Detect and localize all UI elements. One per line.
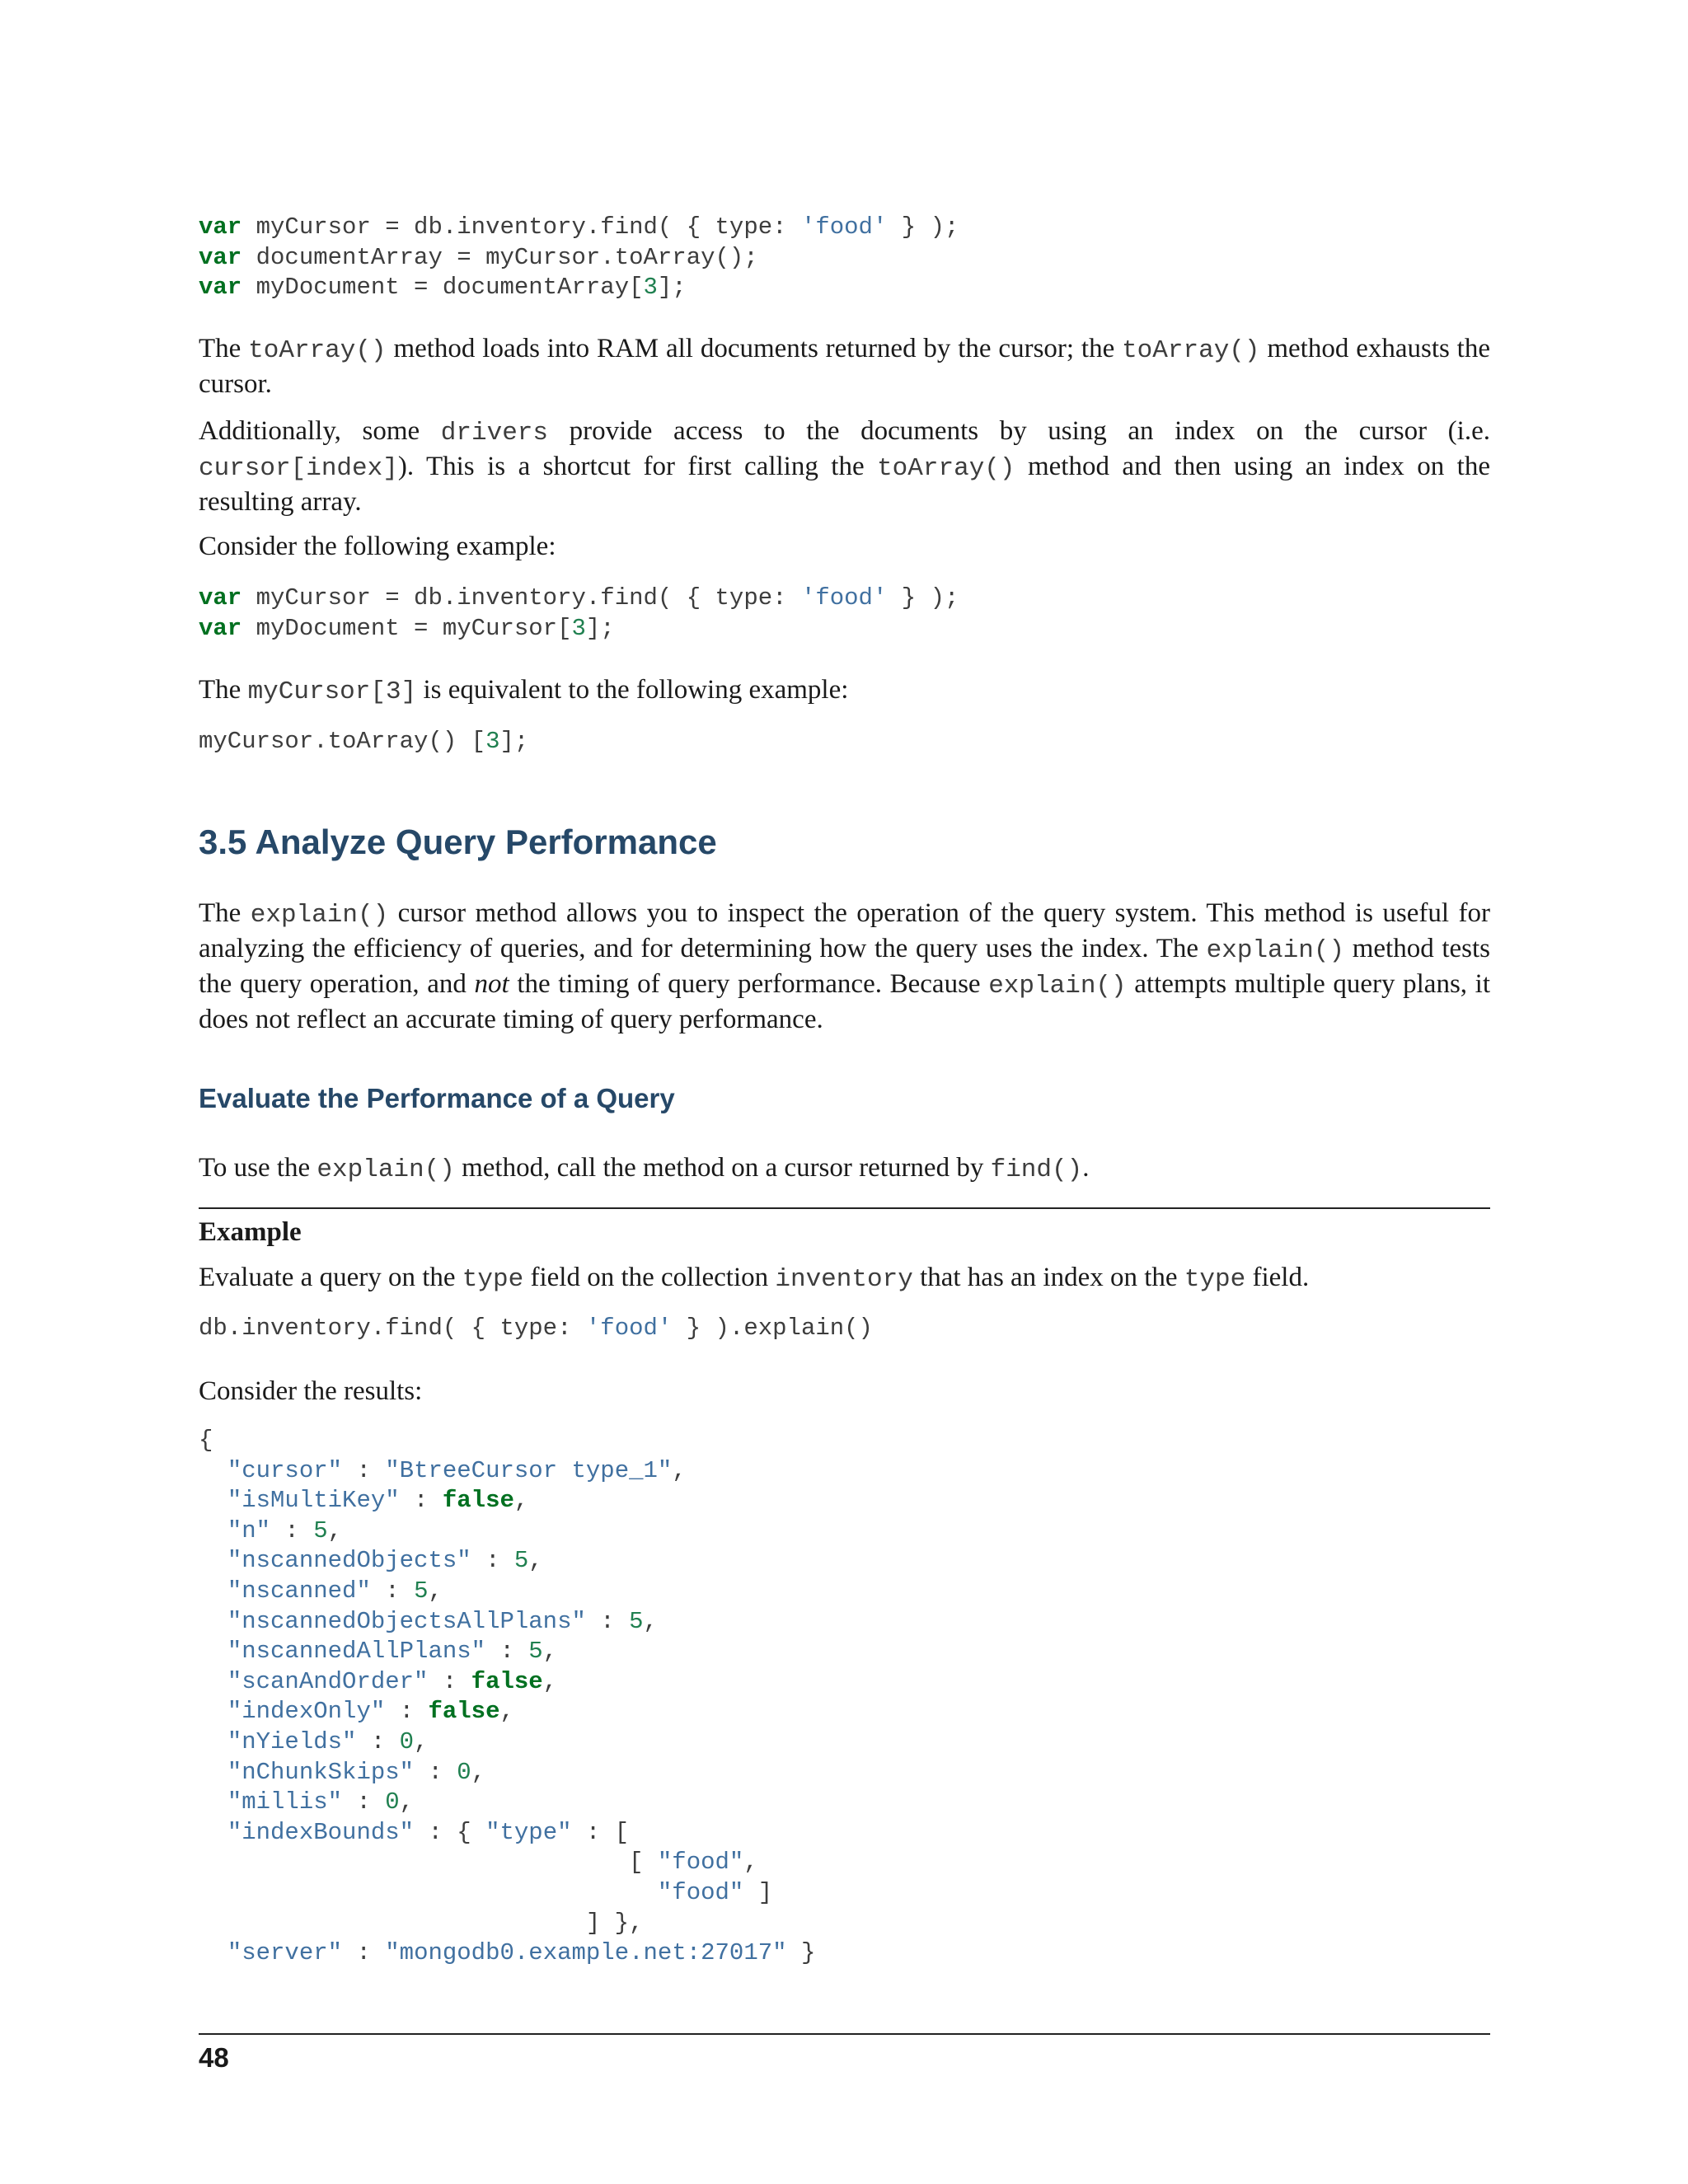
code-text: { <box>199 1427 213 1454</box>
emphasis-text: not <box>474 969 509 999</box>
code-string: 'food' <box>585 1315 673 1342</box>
section-heading: 3.5 Analyze Query Performance <box>199 823 717 861</box>
code-string: "BtreeCursor type_1" <box>385 1456 673 1484</box>
code-text: ]; <box>657 274 687 302</box>
code-string: "food" <box>657 1849 744 1877</box>
code-boolean: false <box>442 1487 514 1515</box>
paragraph-use-explain <box>199 1151 1490 1187</box>
code-number: 5 <box>313 1516 328 1544</box>
code-key: "server" <box>227 1939 343 1967</box>
code-key: "nscannedAllPlans" <box>227 1638 486 1666</box>
code-number: 0 <box>399 1727 415 1755</box>
code-block-results: { "cursor" : "BtreeCursor type_1", "isMultiKey" : false, "n" : 5, "nscannedObjects" : 5, "nscanned" : 5, "nscannedObjectsAllPlans" : 5, "nscannedAllPlans" : 5, "scanAndOrder" : false, "indexOnly" : false, "nYields" : 0, "nChunkSkips" : 0, "millis" : 0, "indexBounds" : { "type" : [ [ "food", "food" ] ] }, "server" : "mongodb0.example.net:27017" } <box>199 1427 816 1967</box>
code-key: "scanAndOrder" <box>227 1667 429 1695</box>
inline-code: toArray() <box>248 336 387 365</box>
code-key: "nChunkSkips" <box>227 1758 415 1786</box>
inline-code: explain() <box>988 972 1127 1001</box>
code-keyword: var <box>199 243 242 271</box>
code-number: 0 <box>385 1788 400 1816</box>
example-top-rule <box>199 1207 1490 1209</box>
code-key: "nscannedObjectsAllPlans" <box>227 1607 586 1635</box>
code-string: 'food' <box>800 213 888 241</box>
text: The <box>199 898 251 928</box>
code-text: db.inventory.find( { type: <box>199 1315 586 1342</box>
code-text: ]; <box>499 728 529 755</box>
paragraph-explain <box>199 897 1490 1036</box>
text: attempts multiple query plans, it does not reflect an accurate timing of query performance. <box>199 969 1491 1034</box>
code-keyword: var <box>199 614 242 642</box>
footer-rule <box>199 2033 1490 2035</box>
code-text: myDocument = documentArray[ <box>241 274 644 302</box>
paragraph-to-array <box>199 332 1490 401</box>
code-number: 5 <box>528 1638 543 1666</box>
code-boolean: false <box>428 1698 500 1726</box>
text: Evaluate a query on the <box>199 1263 462 1292</box>
code-number: 0 <box>457 1758 471 1786</box>
text: The <box>199 334 249 363</box>
code-string: "mongodb0.example.net:27017" <box>385 1939 787 1967</box>
code-number: 5 <box>414 1577 429 1605</box>
code-key: "nYields" <box>227 1727 357 1755</box>
text: method tests the query operation, and <box>199 934 1490 999</box>
code-block-to-array <box>199 213 959 303</box>
code-key: "millis" <box>227 1788 343 1816</box>
text: . <box>1082 1153 1090 1183</box>
code-block-to-array-index <box>199 727 528 757</box>
code-key: "indexOnly" <box>227 1698 386 1726</box>
results-label: Consider the results: <box>199 1376 423 1406</box>
code-text: } ); <box>887 213 959 241</box>
text: provide access to the documents by using an index on the cursor (i.e. <box>548 416 1490 446</box>
code-keyword: var <box>199 584 242 612</box>
text: field on the collection <box>523 1263 776 1292</box>
code-text: myCursor = db.inventory.find( { type: <box>241 213 801 241</box>
code-key: "indexBounds" <box>227 1818 415 1846</box>
code-number: 5 <box>513 1547 529 1575</box>
code-number: 5 <box>629 1607 644 1635</box>
inline-code: type <box>462 1265 524 1294</box>
code-number: 3 <box>643 274 658 302</box>
inline-code: cursor[index] <box>199 454 398 483</box>
example-title: Example <box>199 1217 302 1247</box>
code-text: ]; <box>585 614 615 642</box>
text: cursor method allows you to inspect the operation of the query system. This method is useful for analyzing the efficiency of queries, and for determining how the query uses the index. The <box>199 898 1490 963</box>
code-string: "food" <box>657 1878 744 1906</box>
text: that has an index on the <box>912 1263 1184 1292</box>
code-key: "n" <box>227 1516 271 1544</box>
paragraph-equivalent <box>199 673 1490 709</box>
text: method and then using an index on the resulting array. <box>199 452 1490 517</box>
page-number: 48 <box>199 2042 229 2073</box>
inline-code: explain() <box>316 1155 455 1184</box>
inline-code: type <box>1184 1265 1246 1294</box>
inline-code: myCursor[3] <box>247 677 417 706</box>
code-boolean: false <box>471 1667 543 1695</box>
code-key: "cursor" <box>227 1456 343 1484</box>
code-key: "type" <box>485 1818 572 1846</box>
paragraph-consider: Consider the following example: <box>199 532 556 561</box>
example-description <box>199 1261 1490 1296</box>
text: To use the <box>199 1153 317 1183</box>
text: method loads into RAM all documents returned by the cursor; the <box>386 334 1123 363</box>
text: is equivalent to the following example: <box>416 675 849 705</box>
drivers-link[interactable]: drivers <box>440 419 549 448</box>
code-key: "nscannedObjects" <box>227 1547 471 1575</box>
code-text: } ).explain() <box>672 1315 873 1342</box>
text: ). This is a shortcut for first calling the <box>397 452 878 481</box>
text: field. <box>1245 1263 1310 1292</box>
text: method exhausts the cursor. <box>199 334 1490 399</box>
code-text: myCursor.toArray() [ <box>199 728 486 755</box>
code-string: 'food' <box>800 584 888 612</box>
inline-code: toArray() <box>877 454 1015 483</box>
document-page <box>199 0 1490 2184</box>
code-block-cursor-index <box>199 583 959 644</box>
paragraph-drivers <box>199 415 1490 518</box>
inline-code: inventory <box>775 1265 913 1294</box>
code-number: 3 <box>571 614 586 642</box>
text: The <box>199 675 248 705</box>
inline-code: explain() <box>1206 936 1345 965</box>
code-text: myDocument = myCursor[ <box>241 614 572 642</box>
text: method, call the method on a cursor returned by <box>454 1153 991 1183</box>
code-keyword: var <box>199 274 242 302</box>
code-keyword: var <box>199 213 242 241</box>
inline-code: explain() <box>250 901 389 930</box>
text: Additionally, some <box>199 416 441 446</box>
inline-code: find() <box>990 1155 1083 1184</box>
subsection-heading: Evaluate the Performance of a Query <box>199 1083 675 1113</box>
code-text: documentArray = myCursor.toArray(); <box>241 243 758 271</box>
text: the timing of query performance. Because <box>509 969 989 999</box>
code-key: "nscanned" <box>227 1577 371 1605</box>
inline-code: toArray() <box>1122 336 1260 365</box>
code-text: } ); <box>887 584 959 612</box>
code-text: myCursor = db.inventory.find( { type: <box>241 584 801 612</box>
code-number: 3 <box>485 728 500 755</box>
code-key: "isMultiKey" <box>227 1487 400 1515</box>
code-block-explain <box>199 1314 873 1344</box>
